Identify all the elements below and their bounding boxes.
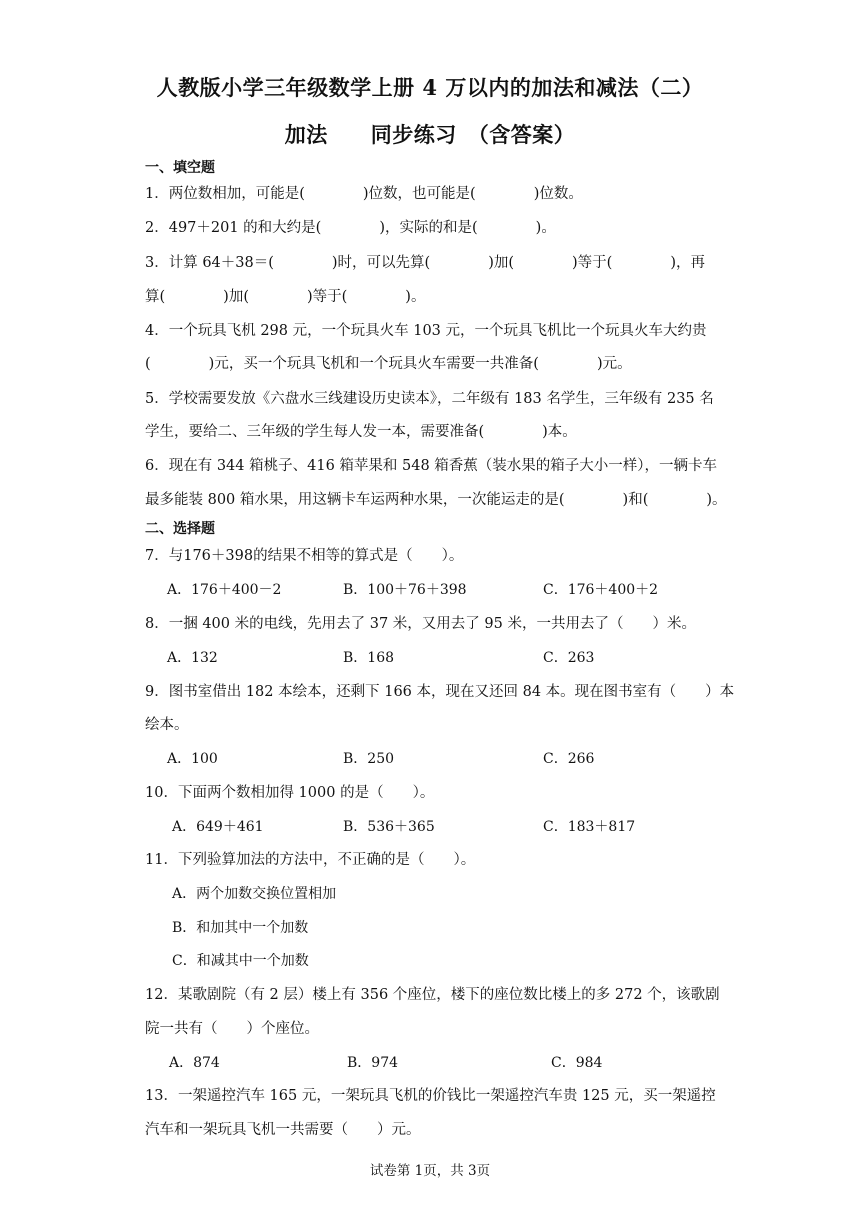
page-footer: 试卷第 1页，共 3页: [369, 1163, 491, 1179]
question-12-line-1: 12．某歌剧院（有 2 层）楼上有 356 个座位，楼下的座位数比楼上的多 272 个，该歌剧: [145, 987, 720, 1003]
question-10: 10．下面两个数相加得 1000 的是（ ）。: [145, 785, 435, 801]
question-7: 7．与176＋398的结果不相等的算式是（ ）。: [145, 548, 464, 564]
option-b: B．和加其中一个加数: [172, 920, 309, 936]
section-heading-choice: 二、选择题: [145, 521, 215, 537]
option-c: C．266: [543, 751, 595, 767]
question-3-line-2: 算( )加( )等于( )。: [145, 289, 426, 305]
question-13-line-2: 汽车和一架玩具飞机一共需要（ ）元。: [145, 1122, 421, 1138]
option-a: A．176＋400－2: [167, 582, 282, 598]
question-4-line-2: ( )元，买一个玩具飞机和一个玩具火车需要一共准备( )元。: [145, 356, 632, 372]
option-a: A．649＋461: [172, 819, 264, 835]
question-3-line-1: 3．计算 64＋38＝( )时，可以先算( )加( )等于( )，再: [145, 255, 705, 271]
question-13-line-1: 13．一架遥控汽车 165 元，一架玩具飞机的价钱比一架遥控汽车贵 125 元，买一架遥控: [145, 1088, 716, 1104]
option-c: C．984: [551, 1055, 603, 1071]
question-2: 2．497＋201 的和大约是( )，实际的和是( )。: [145, 220, 556, 236]
page-title: 人教版小学三年级数学上册 4 万以内的加法和减法（二）: [156, 75, 704, 100]
option-c: C．176＋400＋2: [543, 582, 659, 598]
question-1: 1．两位数相加，可能是( )位数，也可能是( )位数。: [145, 186, 583, 202]
option-c: C．183＋817: [543, 819, 636, 835]
question-4-line-1: 4．一个玩具飞机 298 元，一个玩具火车 103 元，一个玩具飞机比一个玩具火车大约贵: [145, 323, 707, 339]
page-subtitle: 加法 同步练习 （含答案）: [284, 122, 576, 147]
question-5-line-2: 学生，要给二、三年级的学生每人发一本，需要准备( )本。: [145, 424, 577, 440]
question-5-line-1: 5．学校需要发放《六盘水三线建设历史读本》，二年级有 183 名学生，三年级有 235 名: [145, 391, 714, 407]
section-heading-fill: 一、填空题: [145, 160, 215, 176]
option-b: B．168: [343, 650, 395, 666]
question-9-line-2: 绘本。: [145, 717, 189, 733]
option-b: B．536＋365: [343, 819, 435, 835]
question-9-line-1: 9．图书室借出 182 本绘本，还剩下 166 本，现在又还回 84 本。现在图书室有（ ）本: [145, 684, 735, 700]
question-6-line-1: 6．现在有 344 箱桃子、416 箱苹果和 548 箱香蕉（装水果的箱子大小一样），一辆卡车: [145, 458, 718, 474]
question-6-line-2: 最多能装 800 箱水果，用这辆卡车运两种水果，一次能运走的是( )和( )。: [145, 492, 727, 508]
option-b: B．250: [343, 751, 395, 767]
option-c: C．和减其中一个加数: [172, 953, 309, 969]
question-11: 11．下列验算加法的方法中，不正确的是（ ）。: [145, 852, 476, 868]
question-12-line-2: 院一共有（ ）个座位。: [145, 1021, 319, 1037]
question-8: 8．一捆 400 米的电线，先用去了 37 米，又用去了 95 米，一共用去了（ ）米。: [145, 616, 696, 632]
option-a: A．874: [169, 1055, 220, 1071]
option-a: A．两个加数交换位置相加: [172, 886, 337, 902]
option-c: C．263: [543, 650, 595, 666]
option-b: B．100＋76＋398: [343, 582, 467, 598]
option-b: B．974: [347, 1055, 399, 1071]
option-a: A．100: [167, 751, 218, 767]
option-a: A．132: [167, 650, 218, 666]
